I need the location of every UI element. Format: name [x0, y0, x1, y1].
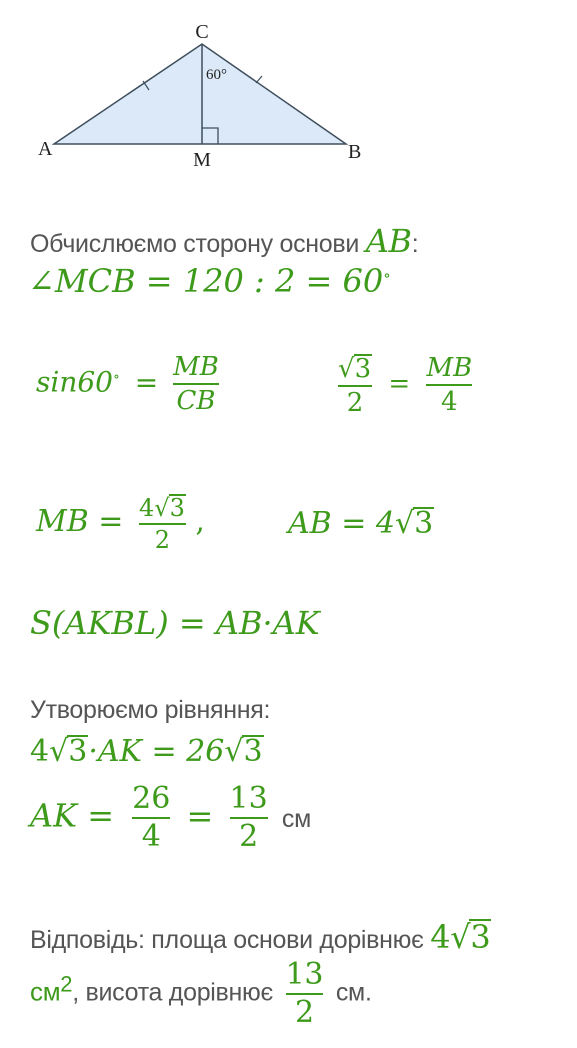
sin-eq: =	[134, 365, 159, 399]
radicand-3: 3	[414, 506, 434, 541]
answer-radicand-3: 3	[470, 918, 491, 956]
sqrt3-num	[338, 354, 372, 382]
tick-mark-right	[256, 76, 262, 83]
radicand-3b: 3	[243, 734, 263, 769]
fraction-den-4: 4	[441, 387, 458, 417]
fraction-13-2	[229, 781, 268, 854]
ratio-eq: =	[388, 369, 411, 399]
comma: ,	[195, 504, 205, 539]
sin-left: sin60	[36, 365, 113, 399]
fraction-num-mb2: MB	[426, 353, 473, 383]
answer-fraction-13-2	[285, 957, 324, 1030]
fraction-sqrt3-2	[338, 354, 372, 416]
fraction-den-2: 2	[154, 526, 171, 554]
fraction-num-mb: MB	[173, 352, 219, 382]
sine-equation	[36, 354, 219, 414]
vertex-label-c: C	[195, 21, 209, 43]
sqrt-symbol: √	[338, 354, 355, 384]
fraction-bar	[173, 383, 219, 385]
vertex-label-a: A	[38, 138, 53, 160]
ak-equation	[30, 781, 311, 854]
vertex-label-b: B	[348, 141, 362, 163]
fraction-bar	[139, 523, 186, 525]
angle-eq-text: ∠MCB = 120 : 2 = 60	[28, 262, 384, 300]
intro-colon: :	[411, 230, 419, 258]
answer-line-1	[30, 918, 491, 956]
fraction-4sqrt3-2	[139, 494, 186, 552]
num-4: 4	[138, 494, 155, 522]
triangle-diagram	[30, 14, 370, 174]
answer-den-2: 2	[295, 995, 314, 1030]
intro-line	[30, 222, 418, 260]
answer-sup-2: 2	[60, 971, 73, 997]
fraction-den-2: 2	[239, 819, 259, 854]
answer-unit: см.	[335, 978, 372, 1007]
ak-left: AK =	[30, 796, 114, 835]
point-label-m: M	[193, 149, 211, 171]
radicand-3: 3	[354, 354, 372, 384]
mb-equation	[36, 494, 205, 552]
fraction-mb-cb	[173, 354, 219, 414]
fraction-den-cb: CB	[176, 386, 216, 416]
sqrt-ratio-equation	[338, 354, 472, 416]
main-equation: 4√3·AK = 26√3	[30, 734, 263, 769]
mb-left: MB =	[36, 504, 124, 539]
area-equation	[30, 604, 320, 642]
fraction-den-4: 4	[141, 819, 161, 854]
radicand-3: 3	[169, 494, 185, 522]
intro-text: Обчислюємо сторону основи	[30, 230, 360, 258]
side-ab: AB	[365, 222, 412, 260]
answer-coef-4: 4	[430, 918, 451, 956]
sin-degree: ∘	[113, 369, 120, 386]
fraction-num-13: 13	[229, 781, 268, 816]
fraction-num-26: 26	[132, 781, 171, 816]
ab-equation: AB = 4√3	[288, 506, 434, 541]
fraction-bar	[338, 385, 372, 387]
fraction-bar	[426, 384, 472, 386]
angle-equation	[28, 262, 391, 300]
ab-left: AB = 4	[288, 506, 396, 541]
answer-text-2: , висота дорівнює	[72, 978, 273, 1007]
degree-sign: ∘	[383, 265, 392, 285]
eq-mid: ·AK = 26	[88, 734, 225, 769]
area-eq-text: S(AKBL) = AB·AK	[30, 604, 320, 642]
answer-text: Відповідь: площа основи дорівнює	[30, 926, 424, 954]
radicand-3: 3	[68, 734, 88, 769]
triangle-svg	[30, 14, 370, 174]
eq2: =	[186, 796, 214, 835]
answer-line-2	[30, 957, 372, 1030]
unit-cm: см	[281, 804, 311, 833]
answer-area: 4√3	[430, 918, 491, 956]
frac-num-4sqrt3: 4√3	[138, 494, 185, 522]
coef-4: 4	[30, 734, 50, 769]
triangle-shape	[54, 44, 346, 144]
angle-label: 60°	[206, 67, 227, 83]
answer-unit-sq: см	[30, 976, 61, 1007]
answer-num-13: 13	[285, 957, 324, 992]
fraction-mb-4	[426, 355, 472, 415]
fraction-den-2: 2	[346, 388, 364, 418]
fraction-26-4	[132, 781, 171, 854]
equation-intro-text: Утворюємо рівняння:	[30, 696, 271, 724]
equation-intro	[30, 696, 270, 725]
